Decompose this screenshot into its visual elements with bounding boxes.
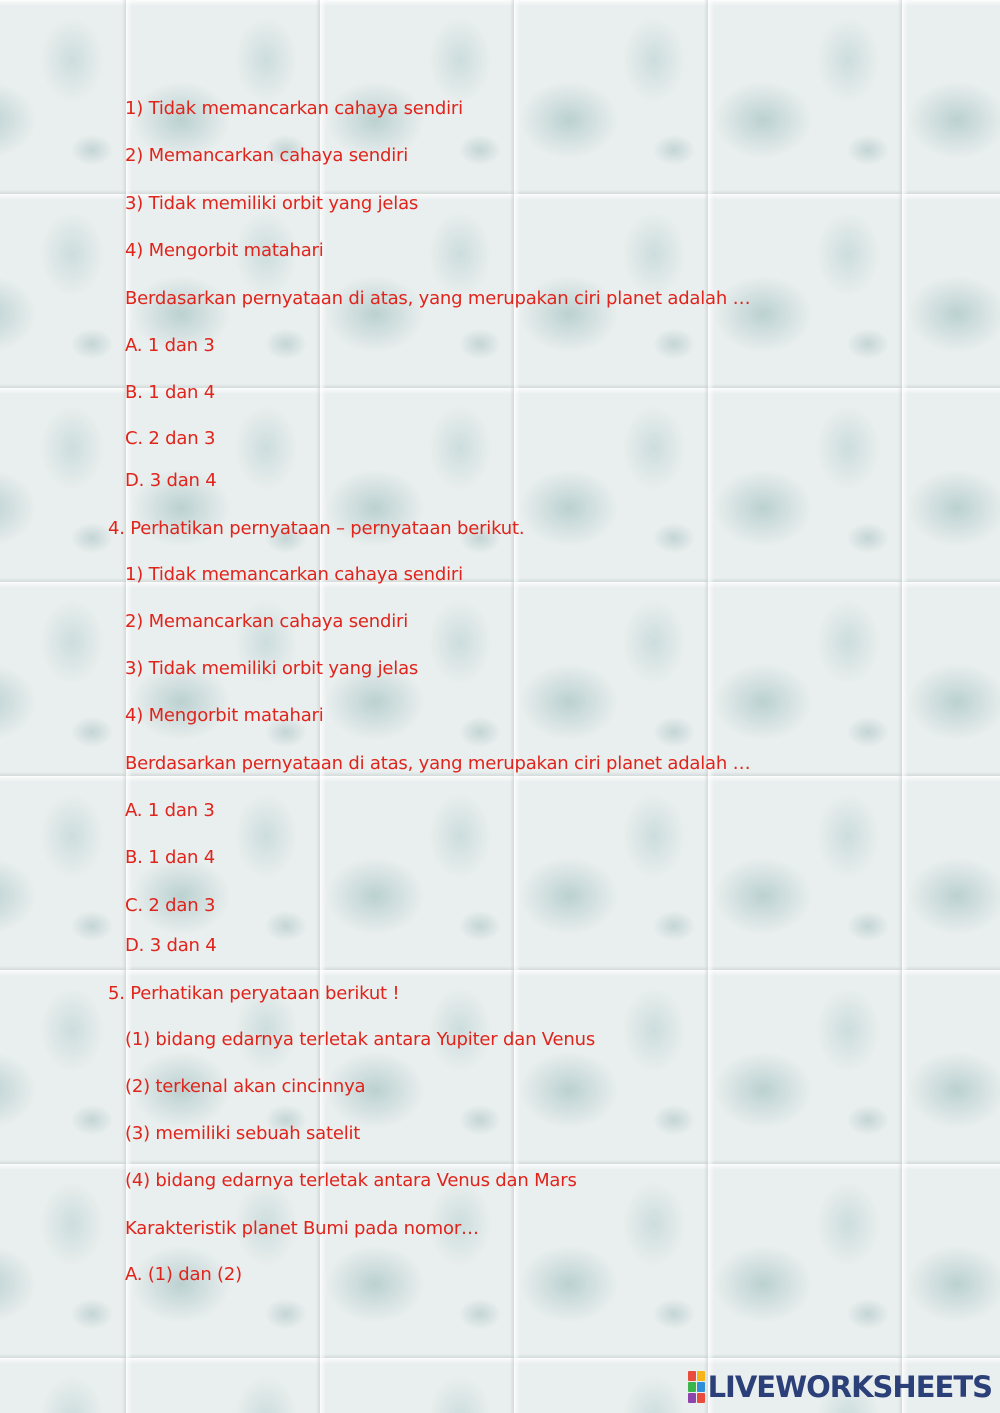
question-heading: 4. Perhatikan pernyataan – pernyataan berikut. xyxy=(108,518,525,539)
statement-line: (2) terkenal akan cincinnya xyxy=(125,1076,366,1097)
answer-option[interactable]: B. 1 dan 4 xyxy=(125,847,216,868)
statement-line: (1) bidang edarnya terletak antara Yupiter dan Venus xyxy=(125,1029,595,1050)
answer-option[interactable]: A. 1 dan 3 xyxy=(125,335,215,356)
liveworksheets-logo-icon xyxy=(688,1371,704,1403)
statement-line: 2) Memancarkan cahaya sendiri xyxy=(125,145,409,166)
statement-line: (3) memiliki sebuah satelit xyxy=(125,1123,361,1144)
statement-line: 1) Tidak memancarkan cahaya sendiri xyxy=(125,564,463,585)
answer-option[interactable]: C. 2 dan 3 xyxy=(125,895,216,916)
question-prompt: Berdasarkan pernyataan di atas, yang merupakan ciri planet adalah … xyxy=(125,288,751,309)
answer-option[interactable]: A. (1) dan (2) xyxy=(125,1264,242,1285)
statement-line: 3) Tidak memiliki orbit yang jelas xyxy=(125,193,419,214)
answer-option[interactable]: D. 3 dan 4 xyxy=(125,470,217,491)
liveworksheets-logo xyxy=(688,1369,992,1405)
statement-line: 3) Tidak memiliki orbit yang jelas xyxy=(125,658,419,679)
statement-line: 4) Mengorbit matahari xyxy=(125,240,324,261)
statement-line: 4) Mengorbit matahari xyxy=(125,705,324,726)
question-prompt: Karakteristik planet Bumi pada nomor… xyxy=(125,1218,479,1239)
answer-option[interactable]: D. 3 dan 4 xyxy=(125,935,217,956)
question-prompt: Berdasarkan pernyataan di atas, yang merupakan ciri planet adalah … xyxy=(125,753,751,774)
statement-line: (4) bidang edarnya terletak antara Venus dan Mars xyxy=(125,1170,577,1191)
answer-option[interactable]: A. 1 dan 3 xyxy=(125,800,215,821)
statement-line: 1) Tidak memancarkan cahaya sendiri xyxy=(125,98,463,119)
statement-line: 2) Memancarkan cahaya sendiri xyxy=(125,611,409,632)
question-heading: 5. Perhatikan peryataan berikut ! xyxy=(108,983,400,1004)
answer-option[interactable]: C. 2 dan 3 xyxy=(125,428,216,449)
answer-option[interactable]: B. 1 dan 4 xyxy=(125,382,216,403)
liveworksheets-logo-text: LIVEWORKSHEETS xyxy=(707,1370,992,1404)
